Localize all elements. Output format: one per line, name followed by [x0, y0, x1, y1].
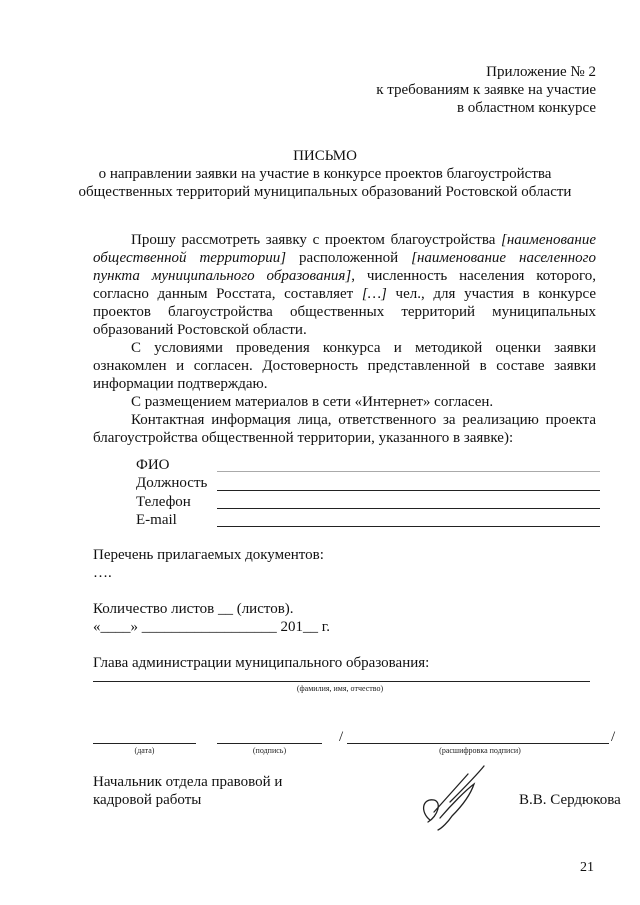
appendix-line-3: в областном конкурсе [456, 100, 596, 116]
signer-role-2: кадровой работы [93, 792, 202, 808]
decode-field[interactable] [347, 743, 609, 744]
date-field[interactable] [93, 743, 196, 744]
appendix-line-2: к требованиям к заявке на участие [376, 82, 596, 98]
appendix-number: Приложение № 2 [486, 64, 596, 80]
paragraph-request: Прошу рассмотреть заявку с проектом благоустройства [наименование общественной территории] расположенной [наименование населенного пункта муниципального образования], численность населения которого, согласно данным Росстата, составляет […] чел., для участия в конкурсе проектов благоустройства общественных территорий муниципальных образований Ростовской области. [93, 232, 596, 338]
population-placeholder: […] [361, 286, 387, 302]
paragraph-internet: С размещением материалов в сети «Интернет» согласен. [131, 394, 494, 410]
settlement-name-placeholder: [наименование населенного пункта муниципального образования] [93, 250, 596, 284]
contact-label-phone: Телефон [136, 494, 191, 510]
phone-field[interactable] [217, 508, 600, 509]
letter-date: «____» __________________ 201__ г. [93, 619, 330, 635]
signature-field[interactable] [217, 743, 322, 744]
paragraph-agreement: С условиями проведения конкурса и методикой оценки заявки ознакомлен и согласен. Достоверность представленной в составе заявки информации подтверждаю. [93, 340, 596, 392]
contact-label-email: E-mail [136, 512, 177, 528]
appendix-header [236, 63, 596, 117]
head-name-caption: (фамилия, имя, отчество) [296, 684, 384, 693]
fio-field[interactable] [217, 471, 600, 472]
position-field[interactable] [217, 490, 600, 491]
attachments-heading: Перечень прилагаемых документов: [93, 547, 324, 563]
decode-caption: (расшифровка подписи) [439, 746, 521, 755]
contact-label-position: Должность [136, 475, 208, 491]
date-caption: (дата) [134, 746, 155, 755]
head-label: Глава администрации муниципального образования: [93, 655, 430, 671]
decode-slash-left: / [339, 729, 344, 745]
sheets-count: Количество листов __ (листов). [93, 601, 294, 617]
letter-body [93, 231, 596, 447]
letter-title-block [60, 147, 590, 201]
paragraph-contacts: Контактная информация лица, ответственного за реализацию проекта благоустройства общественной территории, указанного в заявке): [93, 412, 596, 446]
letter-title: ПИСЬМО [293, 148, 357, 164]
head-name-field[interactable] [93, 681, 590, 682]
letter-subtitle-1: о направлении заявки на участие в конкурсе проектов благоустройства [98, 166, 552, 182]
attachments-list: …. [93, 565, 112, 581]
territory-name-placeholder: [наименование общественной территории] [93, 232, 596, 266]
signer-role-1: Начальник отдела правовой и [93, 774, 283, 790]
page-number: 21 [580, 860, 594, 875]
signer-name: В.В. Сердюкова [519, 792, 621, 808]
signature-caption: (подпись) [252, 746, 287, 755]
handwritten-signature-icon [412, 762, 498, 834]
email-field[interactable] [217, 526, 600, 527]
letter-subtitle-2: общественных территорий муниципальных образований Ростовской области [78, 184, 572, 200]
decode-slash-right: / [611, 729, 616, 745]
contact-label-fio: ФИО [136, 457, 170, 473]
